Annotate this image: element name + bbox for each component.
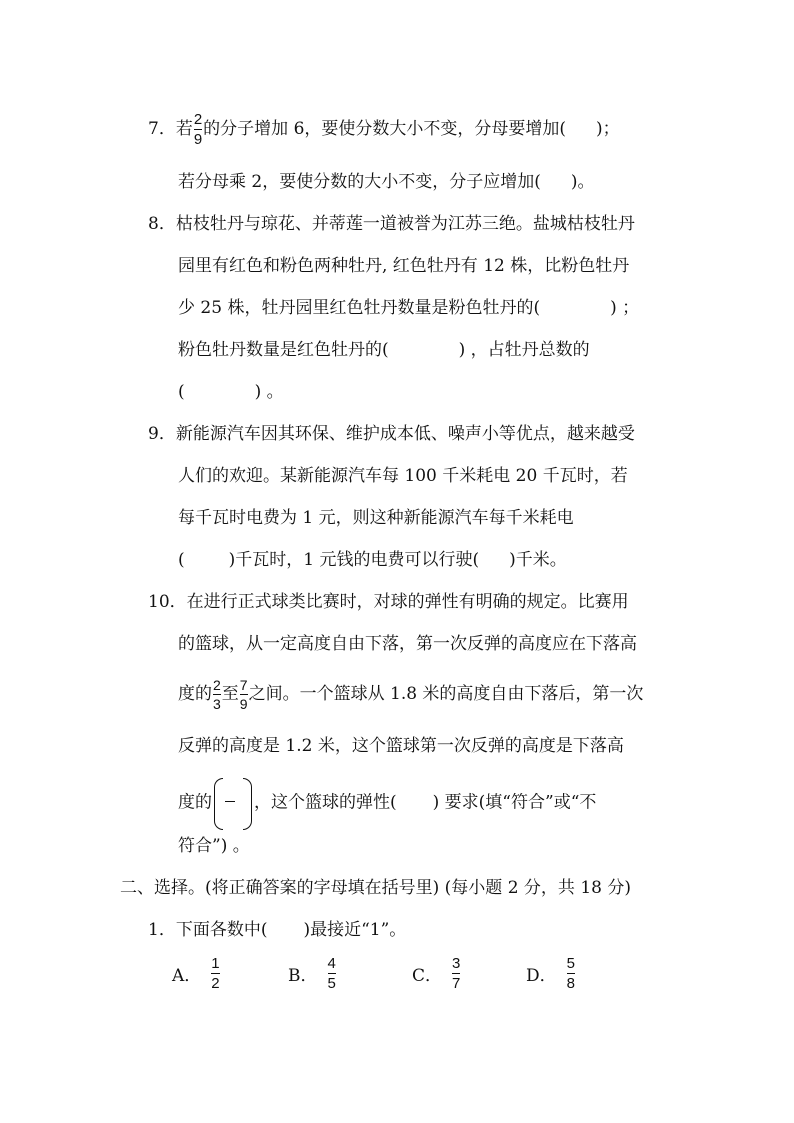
fraction-answer-blank[interactable] <box>214 778 252 828</box>
question-9-line-4 <box>178 548 567 572</box>
text: )最接近“1”。 <box>303 920 407 940</box>
text: 至 <box>221 684 239 704</box>
question-10-line-3 <box>178 678 643 711</box>
question-9-line-1: 9．新能源汽车因其环保、维护成本低、噪声小等优点，越来越受 <box>148 424 635 444</box>
text: 之间。一个篮球从 1.8 米的高度自由下落后，第一次 <box>248 684 644 704</box>
question-8-line-5 <box>178 380 284 404</box>
question-7-line-1 <box>148 112 620 147</box>
question-9-line-3: 每千瓦时电费为 1 元，则这种新能源汽车每千米耗电 <box>178 508 574 528</box>
question-8-line-2: 园里有红色和粉色两种牡丹, 红色牡丹有 12 株，比粉色牡丹 <box>178 256 630 276</box>
fraction: $\frac{7}{9}$ <box>239 677 248 712</box>
text: ) ，占牡丹总数的 <box>458 340 590 360</box>
text: 少 25 株，牡丹园里红色牡丹数量是粉色牡丹的( <box>178 298 541 318</box>
text: )千米。 <box>509 550 567 570</box>
fraction: $\frac{2}{9}$ <box>193 111 203 148</box>
text: 若 <box>175 119 193 139</box>
option-d[interactable]: D． $\frac{5}{8}$ <box>526 955 575 992</box>
question-7-line-2 <box>178 170 595 194</box>
question-10-line-1: 10．在进行正式球类比赛时，对球的弹性有明确的规定。比赛用 <box>148 592 629 612</box>
question-8-line-1: 8．枯枝牡丹与琼花、并蒂莲一道被誉为江苏三绝。盐城枯枝牡丹 <box>148 214 635 234</box>
option-b[interactable]: B． $\frac{4}{5}$ <box>288 955 336 992</box>
text: )。 <box>570 172 595 192</box>
text: ( <box>178 382 185 402</box>
text: )； <box>596 119 620 139</box>
fraction: $\frac{1}{2}$ <box>211 955 220 992</box>
question-9-line-2: 人们的欢迎。某新能源汽车每 100 千米耗电 20 千瓦时，若 <box>178 466 628 486</box>
text: ，这个篮球的弹性( <box>254 792 397 813</box>
choice-question-1-stem <box>148 918 406 942</box>
text: ) ； <box>610 298 640 318</box>
question-number: 7． <box>148 119 176 139</box>
question-8-line-4 <box>178 338 590 362</box>
text: 1．下面各数中( <box>148 920 268 940</box>
fraction: $\frac{5}{8}$ <box>566 955 575 992</box>
fraction: $\frac{3}{7}$ <box>452 955 461 992</box>
text: ( <box>178 550 185 570</box>
option-c[interactable]: C． $\frac{3}{7}$ <box>412 955 461 992</box>
fraction: $\frac{4}{5}$ <box>327 955 336 992</box>
text: )千瓦时，1 元钱的电费可以行驶( <box>228 550 480 570</box>
question-10-line-5 <box>178 778 596 828</box>
text: ) 。 <box>254 382 284 402</box>
text: 度的 <box>178 684 212 704</box>
text: ) 要求(填“符合”或“不 <box>432 792 597 813</box>
text: 若分母乘 2，要使分数的大小不变，分子应增加( <box>178 172 541 192</box>
text: 粉色牡丹数量是红色牡丹的( <box>178 340 389 360</box>
text: 的分子增加 6，要使分数大小不变，分母要增加( <box>203 119 567 139</box>
question-10-line-2: 的篮球，从一定高度自由下落，第一次反弹的高度应在下落高 <box>178 634 637 654</box>
question-10-line-4: 反弹的高度是 1.2 米，这个篮球第一次反弹的高度是下落高 <box>178 736 624 756</box>
fraction: $\frac{2}{3}$ <box>213 677 221 712</box>
text: 度的 <box>178 792 212 813</box>
option-a[interactable]: A． $\frac{1}{2}$ <box>172 955 220 992</box>
question-10-line-6: 符合”) 。 <box>178 836 250 856</box>
section-heading: 二、选择。(将正确答案的字母填在括号里) (每小题 2 分，共 18 分) <box>120 878 631 898</box>
question-8-line-3 <box>178 296 639 320</box>
